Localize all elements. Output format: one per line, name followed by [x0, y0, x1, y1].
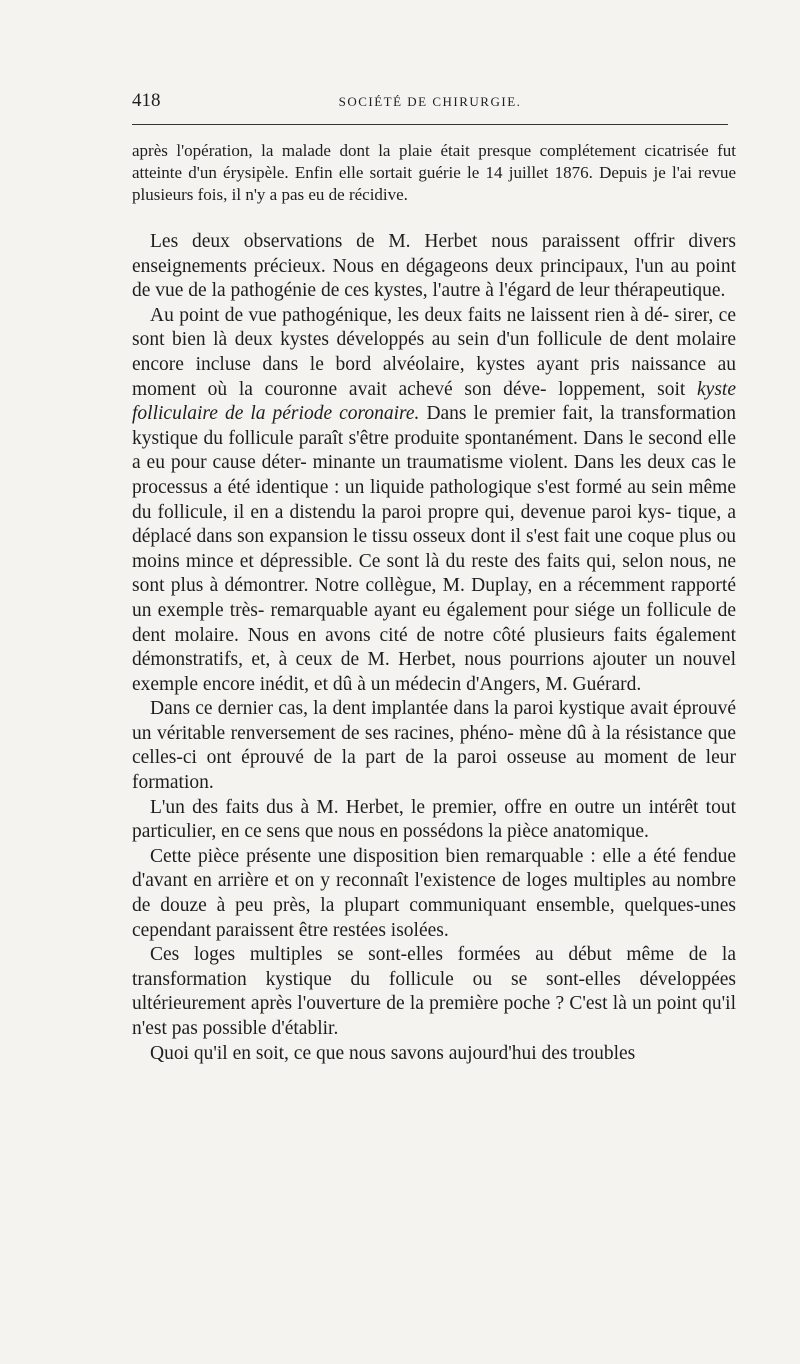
section-gap	[132, 206, 736, 230]
running-head: SOCIÉTÉ DE CHIRURGIE.	[338, 94, 522, 109]
paragraph-text: Dans le premier fait, la transformation kystique du follicule paraît s'être produite spontanément. Dans le second elle a eu pour cause déter- minante un traumatisme violent. Dans les deux cas le processus a été identique : un liquide pathologique s'est formé au sein même du follicule, il en a distendu la paroi propre qui, devenue paroi kys- tique, a déplacé dans son expansion le tissu osseux dont il s'est fait une coque plus ou moins mince et dépressible. Ce sont là du reste des faits qui, selon nous, ne sont plus à démontrer. Notre collègue, M. Duplay, en a récemment rapporté un exemple très- remarquable ayant eu également pour siége un follicule de dent molaire. Nous en avons cité de notre côté plusieurs faits également démonstratifs, et, à ceux de M. Herbet, nous pourrions ajouter un nouvel exemple encore inédit, et dû à un médecin d'Angers, M. Guérard.	[132, 403, 736, 695]
paragraph: L'un des faits dus à M. Herbet, le premier, offre en outre un intérêt tout particulier, en ce sens que nous en possédons la pièce anatomique.	[132, 796, 736, 843]
body-text	[132, 140, 736, 1066]
paragraph-pathogeny	[132, 304, 736, 698]
page-header	[132, 90, 728, 112]
paragraph: Cette pièce présente une disposition bien remarquable : elle a été fendue d'avant en arrière et on y reconnaît l'existence de loges multiples au nombre de douze à peu près, la plupart communiquant ensemble, quelques-unes cependant paraissent être restées isolées.	[132, 845, 736, 941]
italic-term: kyste folliculaire de la période coronaire.	[132, 378, 736, 425]
paragraph-text: Au point de vue pathogénique, les deux faits ne laissent rien à dé- sirer, ce sont bien là deux kystes développés au sein d'un follicule de dent molaire encore incluse dans le bord alvéolaire, kystes ayant pris naissance au moment où la couronne avait achevé son déve- loppement, soit	[132, 304, 736, 400]
paragraph: Les deux observations de M. Herbet nous paraissent offrir divers enseignements précieux. Nous en dégageons deux principaux, l'un au point de vue de la pathogénie de ces kystes, l'autre à l'égard de leur thérapeutique.	[132, 231, 736, 302]
paragraph: Ces loges multiples se sont-elles formées au début même de la transformation kystique du follicule ou se sont-elles développées ultérieurement après l'ouverture de la première poche ? C'est là un point qu'il n'est pas possible d'établir.	[132, 944, 736, 1039]
paragraph-continued: après l'opération, la malade dont la plaie était presque complétement cicatrisée fut atteinte d'un érysipèle. Enfin elle sortait guérie le 14 juillet 1876. Depuis je l'ai revue plusieurs fois, il n'y a pas eu de récidive.	[132, 141, 736, 204]
paragraph: Quoi qu'il en soit, ce que nous savons aujourd'hui des troubles	[150, 1042, 636, 1064]
header-rule	[132, 124, 728, 125]
paragraph: Dans ce dernier cas, la dent implantée dans la paroi kystique avait éprouvé un véritable renversement de ses racines, phéno- mène dû à la résistance que celles-ci ont éprouvé de la part de la paroi osseuse au moment de leur formation.	[132, 698, 736, 794]
page-number: 418	[132, 90, 161, 111]
